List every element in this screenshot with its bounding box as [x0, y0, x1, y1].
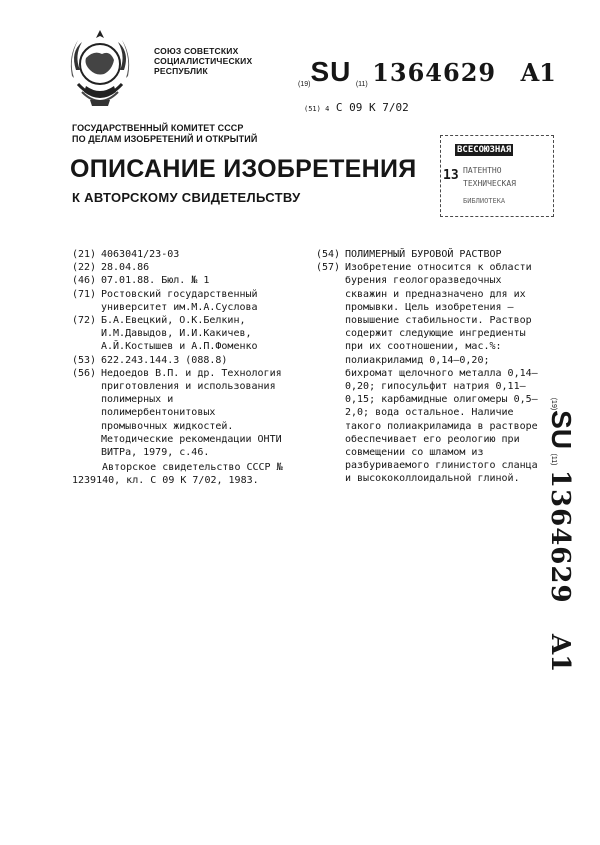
kind-code: A1 [520, 58, 556, 87]
biblio-code: (56) [72, 367, 97, 379]
stamp-line: ВСЕСОЮЗНАЯ [457, 145, 512, 155]
biblio-code: (53) [72, 354, 97, 366]
bibliographic-data [72, 248, 287, 488]
committee-line: ГОСУДАРСТВЕННЫЙ КОМИТЕТ СССР [72, 123, 244, 133]
title-value: ПОЛИМЕРНЫЙ БУРОВОЙ РАСТВОР [345, 249, 502, 260]
country-code-label: (19) [298, 81, 311, 88]
abstract-text: Изобретение относится к области бурения геологоразведочных скважин и предназначено для их промывки. Цель изобретения – повышение стабильности. Раствор содержит следующие ингредиенты при их соотношении, мас.%: полиакриламид 0,14–0,20; бихромат щелочного металла 0,14–0,20; гипосульфит натрия 0,11–0,15; карбамидные олигомеры 0,5–2,0; вода остальное. Наличие такого полиакриламида в растворе обеспечивает его реологию при совмещении со шламом из разбуриваемого глинистого сланца и высококоллоидальной глиной. [345, 262, 538, 485]
biblio-value: 28.04.86 [101, 262, 150, 274]
biblio-item [72, 248, 287, 261]
country-code: SU [310, 56, 352, 87]
country-code-label: (19) [550, 397, 557, 411]
number-label: (11) [355, 81, 368, 88]
biblio-item [72, 367, 287, 459]
country-code: SU [546, 410, 577, 450]
biblio-item [72, 288, 287, 314]
union-name [154, 46, 252, 76]
biblio-value: Б.А.Евецкий, О.К.Белкин, И.М.Давыдов, И.И.Какичев, А.Й.Костышев и А.П.Фоменко [101, 315, 258, 353]
union-name-line: РЕСПУБЛИК [154, 66, 208, 76]
biblio-code: (72) [72, 315, 97, 327]
biblio-code: (46) [72, 275, 97, 287]
stamp-line: БИБЛИОТЕКА [463, 197, 506, 205]
stamp-line: ПАТЕНТНО [463, 166, 502, 175]
biblio-code: (21) [72, 249, 97, 260]
biblio-value: 07.01.88. Бюл. № 1 [101, 275, 210, 287]
abstract-code: (57) [316, 262, 341, 274]
library-stamp [440, 135, 554, 217]
committee-name [72, 123, 257, 145]
biblio-item [72, 314, 287, 354]
biblio-item [72, 354, 287, 367]
kind-code: A1 [545, 634, 575, 673]
union-name-line: СОЮЗ СОВЕТСКИХ [154, 46, 239, 56]
biblio-value: 4063041/23-03 [101, 249, 180, 260]
abstract [316, 261, 542, 485]
invention-title [316, 248, 542, 261]
ipc-classification [304, 101, 409, 114]
title-code: (54) [316, 249, 341, 260]
biblio-item [72, 261, 287, 274]
state-emblem [64, 26, 136, 112]
document-subtitle: К АВТОРСКОМУ СВИДЕТЕЛЬСТВУ [72, 190, 301, 205]
vertical-patent-number [536, 390, 586, 680]
abstract-column [316, 248, 542, 486]
number-label: (11) [550, 453, 557, 466]
biblio-code: (71) [72, 288, 97, 300]
stamp-number: 13 [443, 168, 459, 183]
biblio-code: (22) [72, 262, 97, 274]
patent-number: 1364629 [372, 58, 497, 87]
union-name-line: СОЦИАЛИСТИЧЕСКИХ [154, 56, 253, 66]
biblio-item [72, 274, 287, 287]
biblio-value: Ростовский государственный университет им.М.А.Суслова [101, 288, 258, 313]
biblio-value: 622.243.144.3 (088.8) [101, 354, 228, 366]
document-title: ОПИСАНИЕ ИЗОБРЕТЕНИЯ [70, 155, 417, 183]
ipc-value: С 09 К 7/02 [335, 101, 409, 114]
patent-number-header [298, 56, 556, 88]
patent-number: 1364629 [545, 469, 575, 604]
committee-line: ПО ДЕЛАМ ИЗОБРЕТЕНИЙ И ОТКРЫТИЙ [72, 134, 258, 144]
ipc-label: (51) 4 [304, 105, 330, 113]
cited-document: Авторское свидетельство СССР № 1239140, кл. С 09 К 7/02, 1983. [72, 462, 283, 487]
biblio-value: Недоедов В.П. и др. Технология приготовления и использования полимерных и полимербентонитовых промывочных жидкостей. Методические рекомендации ОНТИ ВИТРа, 1979, с.46. [101, 367, 282, 459]
stamp-line: ТЕХНИЧЕСКАЯ [463, 179, 516, 188]
